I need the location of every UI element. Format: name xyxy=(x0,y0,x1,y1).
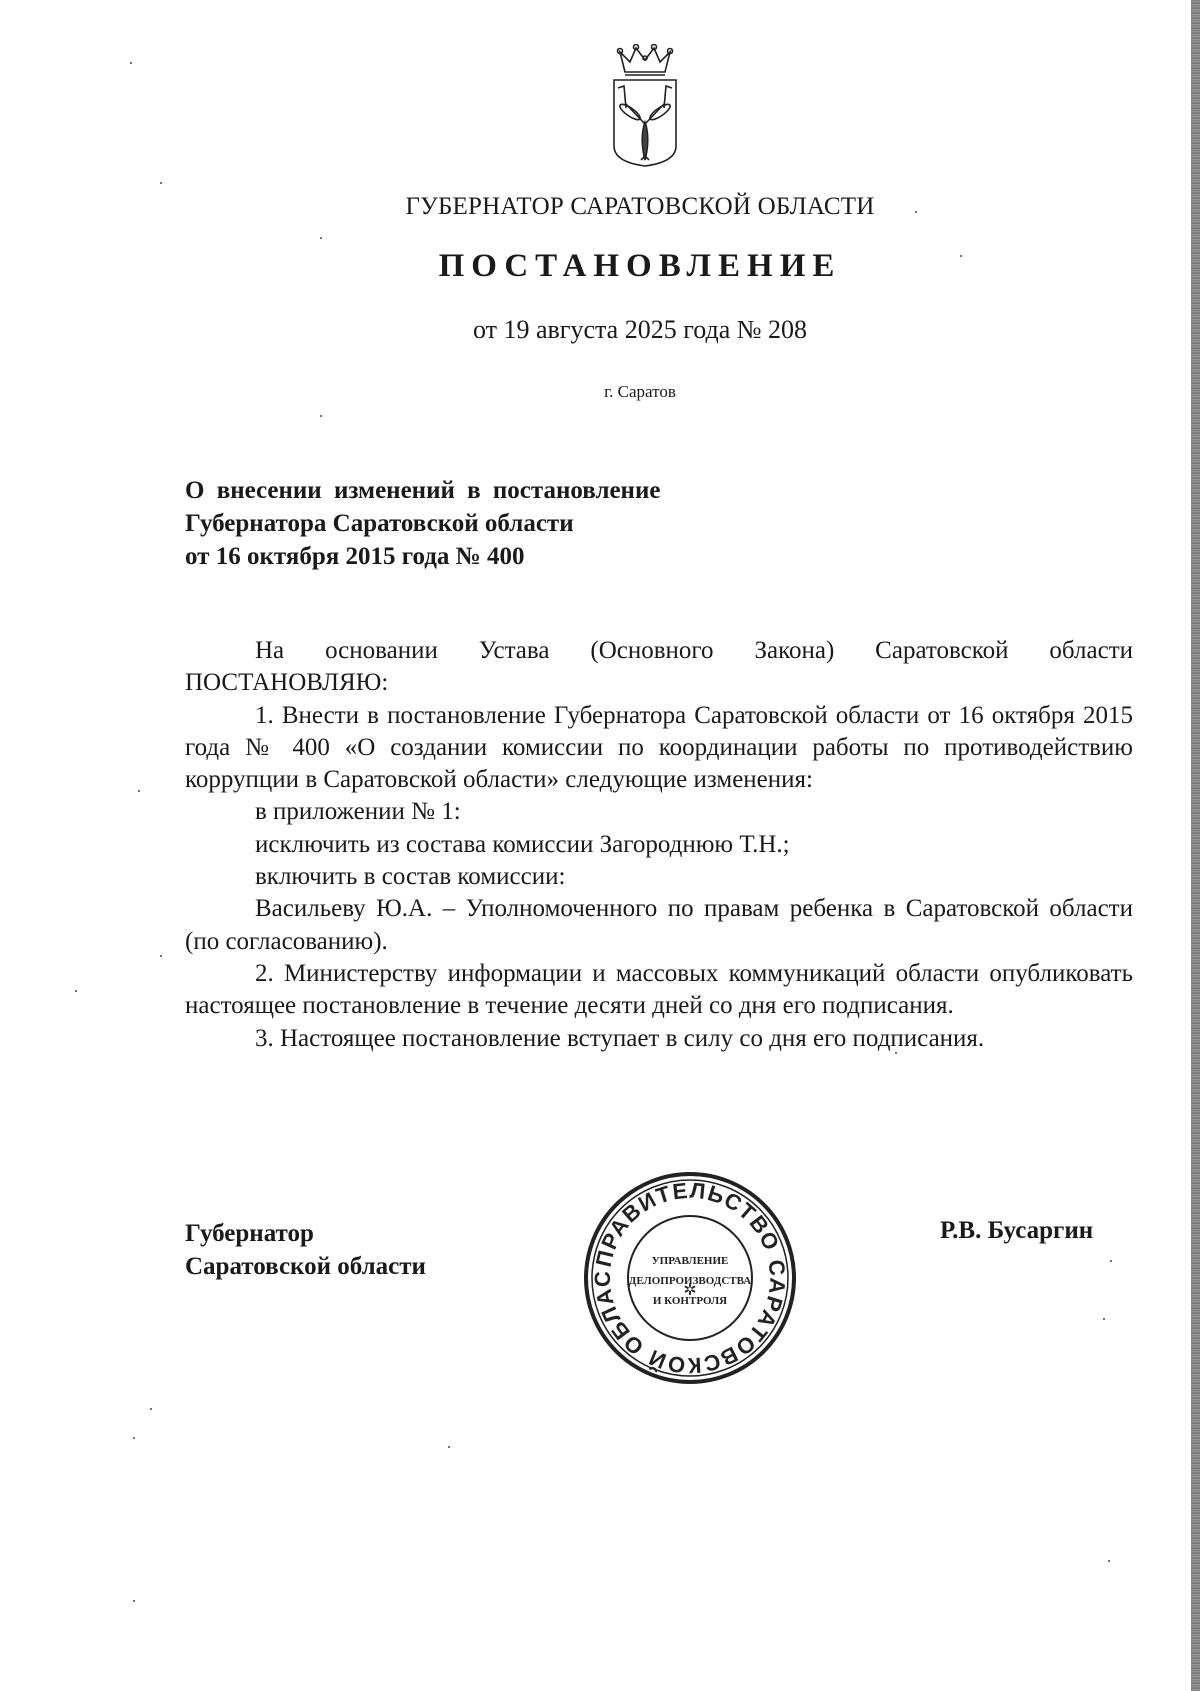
appendix-paragraph: в приложении № 1: xyxy=(255,798,461,826)
signatory-title-line: Губернатор xyxy=(185,1220,314,1247)
new-member-paragraph: Васильеву Ю.А. – Уполномоченного по правам ребенка в Саратовской области (по согласованию). xyxy=(185,895,1133,955)
scan-speck xyxy=(150,1408,152,1410)
signatory-title xyxy=(185,1217,426,1283)
scan-speck xyxy=(160,955,162,957)
svg-text:И КОНТРОЛЯ: И КОНТРОЛЯ xyxy=(652,1295,728,1307)
item-1-paragraph: 1. Внести в постановление Губернатора Саратовской области от 16 октября 2015 года № 400 «О создании комиссии по координации работы по противодействию коррупции в Саратовской области» следующие изменения: xyxy=(185,701,1133,794)
document-city: г. Саратов xyxy=(604,382,676,401)
item-2-paragraph: 2. Министерству информации и массовых коммуникаций области опубликовать настоящее постановление в течение десяти дней со дня его подписания. xyxy=(185,959,1133,1020)
scan-speck xyxy=(133,1600,135,1602)
scan-speck xyxy=(320,415,322,417)
document-date-number: от 19 августа 2025 года № 208 xyxy=(472,315,808,344)
scan-speck xyxy=(320,237,322,239)
svg-text:ДЕЛОПРОИЗВОДСТВА: ДЕЛОПРОИЗВОДСТВА xyxy=(628,1275,752,1287)
svg-text:ПРАВИТЕЛЬСТВО САРАТОВСКОЙ ОБЛА: ПРАВИТЕЛЬСТВО САРАТОВСКОЙ ОБЛАС xyxy=(589,1177,791,1379)
scan-speck xyxy=(75,990,77,992)
saratov-coat-of-arms-icon xyxy=(608,44,682,170)
scan-speck xyxy=(130,62,132,64)
signatory-title-line: Саратовской области xyxy=(185,1253,426,1280)
scan-speck xyxy=(138,790,140,792)
scan-speck xyxy=(1110,1260,1112,1262)
preamble-paragraph: На основании Устава (Основного Закона) Саратовской области ПОСТАНОВЛЯЮ: xyxy=(185,637,1133,697)
scan-speck xyxy=(133,1437,135,1439)
scan-speck xyxy=(160,182,162,184)
issuing-authority: ГУБЕРНАТОР САРАТОВСКОЙ ОБЛАСТИ xyxy=(405,193,875,220)
document-body xyxy=(185,635,1133,1055)
exclude-paragraph: исключить из состава комиссии Загороднюю Т.Н.; xyxy=(255,830,790,858)
document-type: ПОСТАНОВЛЕНИЕ xyxy=(438,248,842,284)
include-paragraph: включить в состав комиссии: xyxy=(255,863,566,891)
svg-text:УПРАВЛЕНИЕ: УПРАВЛЕНИЕ xyxy=(651,1255,729,1267)
scan-speck xyxy=(448,1446,450,1448)
signatory-name: Р.В. Бусаргин xyxy=(940,1217,1094,1244)
item-3-paragraph: 3. Настоящее постановление вступает в силу со дня его подписания. xyxy=(255,1024,985,1052)
subject-line: О внесении изменений в постановление xyxy=(185,477,661,504)
subject-line: от 16 октября 2015 года № 400 xyxy=(185,543,525,570)
scan-speck xyxy=(1108,1560,1110,1562)
scan-speck xyxy=(1103,1318,1105,1320)
document-subject xyxy=(185,474,745,573)
svg-text:✲: ✲ xyxy=(683,1282,697,1299)
official-seal xyxy=(580,1168,800,1388)
subject-line: Губернатора Саратовской области xyxy=(185,510,574,537)
